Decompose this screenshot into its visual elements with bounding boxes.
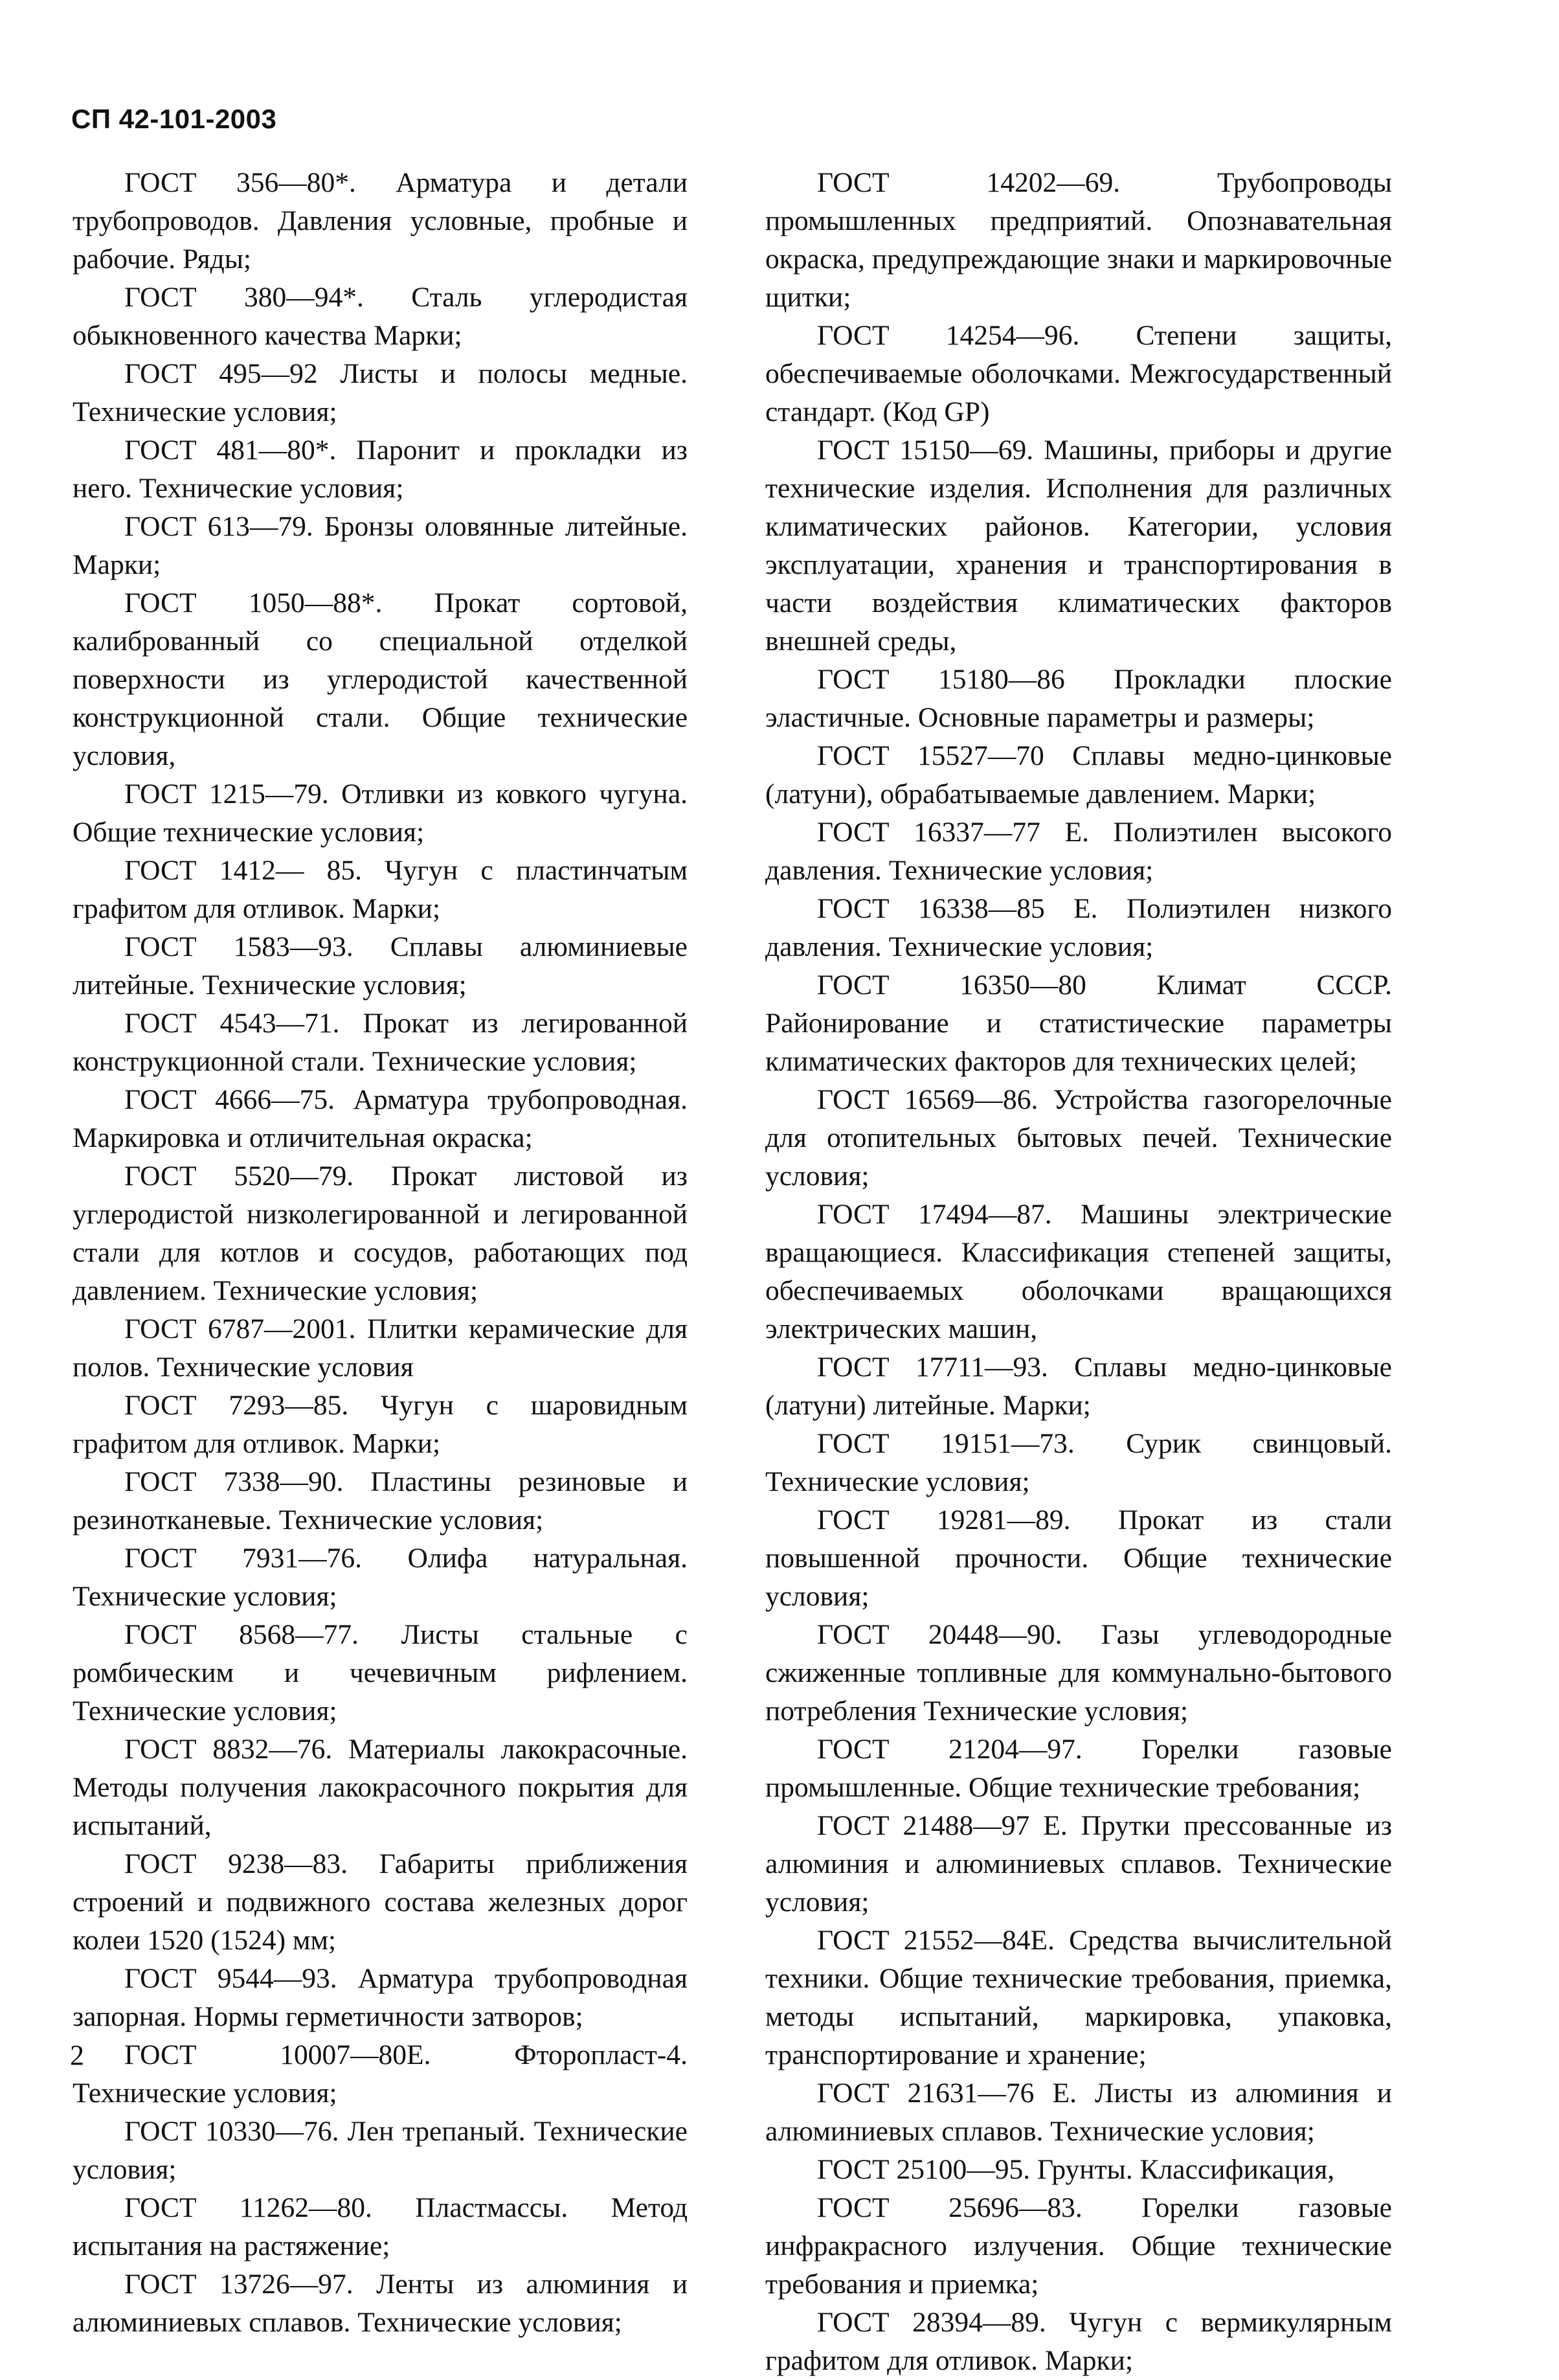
- standard-entry: ГОСТ 10330—76. Лен трепаный. Технические условия;: [73, 2116, 688, 2185]
- standard-entry: ГОСТ 28394—89. Чугун с вермикулярным графитом для отливок. Марки;: [765, 2307, 1392, 2376]
- standard-entry: ГОСТ 8832—76. Материалы лакокрасочные. Методы получения лакокрасочного покрытия для испытаний,: [73, 1734, 688, 1841]
- standard-entry: ГОСТ 25100—95. Грунты. Классификация,: [817, 2154, 1335, 2185]
- standard-entry: ГОСТ 495—92 Листы и полосы медные. Технические условия;: [73, 358, 688, 427]
- standard-entry: ГОСТ 1215—79. Отливки из ковкого чугуна. Общие технические условия;: [73, 778, 688, 848]
- standard-entry: ГОСТ 16337—77 Е. Полиэтилен высокого давления. Технические условия;: [765, 817, 1392, 886]
- standard-entry: ГОСТ 613—79. Бронзы оловянные литейные. Марки;: [73, 511, 688, 580]
- standard-entry: ГОСТ 14202—69. Трубопроводы промышленных предприятий. Опознавательная окраска, предупреждающие знаки и маркировочные щитки;: [765, 167, 1392, 313]
- standard-entry: ГОСТ 14254—96. Степени защиты, обеспечиваемые оболочками. Межгосударственный стандарт. (Код GP): [765, 320, 1392, 427]
- right-column: [765, 164, 1392, 2380]
- standard-entry: ГОСТ 21204—97. Горелки газовые промышленные. Общие технические требования;: [765, 1734, 1392, 1803]
- page-header-doc-code: СП 42-101-2003: [71, 104, 277, 134]
- standard-entry: ГОСТ 16569—86. Устройства газогорелочные для отопительных бытовых печей. Технические условия;: [765, 1084, 1392, 1192]
- standard-entry: ГОСТ 481—80*. Паронит и прокладки из него. Технические условия;: [73, 435, 688, 504]
- standard-entry: ГОСТ 7293—85. Чугун с шаровидным графитом для отливок. Марки;: [73, 1390, 688, 1459]
- standard-entry: ГОСТ 17711—93. Сплавы медно-цинковые (латуни) литейные. Марки;: [765, 1352, 1392, 1421]
- standard-entry: ГОСТ 4666—75. Арматура трубопроводная. Маркировка и отличительная окраска;: [73, 1084, 688, 1153]
- standard-entry: ГОСТ 10007—80Е. Фторопласт-4. Технические условия;: [73, 2039, 688, 2109]
- standard-entry: ГОСТ 25696—83. Горелки газовые инфракрасного излучения. Общие технические требования и приемка;: [765, 2192, 1392, 2300]
- standard-entry: ГОСТ 17494—87. Машины электрические вращающиеся. Классификация степеней защиты, обеспечиваемых оболочками вращающихся электрических машин,: [765, 1199, 1392, 1344]
- standard-entry: ГОСТ 15527—70 Сплавы медно-цинковые (латуни), обрабатываемые давлением. Марки;: [765, 740, 1392, 810]
- standard-entry: ГОСТ 19281—89. Прокат из стали повышенной прочности. Общие технические условия;: [765, 1504, 1392, 1612]
- standard-entry: ГОСТ 15180—86 Прокладки плоские эластичные. Основные параметры и размеры;: [765, 664, 1392, 733]
- standard-entry: ГОСТ 21631—76 Е. Листы из алюминия и алюминиевых сплавов. Технические условия;: [765, 2078, 1392, 2147]
- standard-entry: ГОСТ 9544—93. Арматура трубопроводная запорная. Нормы герметичности затворов;: [73, 1963, 688, 2032]
- left-column: [73, 164, 688, 2342]
- standard-entry: ГОСТ 20448—90. Газы углеводородные сжиженные топливные для коммунально-бытового потребления Технические условия;: [765, 1619, 1392, 1727]
- standard-entry: ГОСТ 7338—90. Пластины резиновые и резинотканевые. Технические условия;: [73, 1466, 688, 1536]
- standard-entry: ГОСТ 1050—88*. Прокат сортовой, калиброванный со специальной отделкой поверхности из углеродистой качественной конструкционной стали. Общие технические условия,: [73, 587, 688, 771]
- standard-entry: ГОСТ 1583—93. Сплавы алюминиевые литейные. Технические условия;: [73, 931, 688, 1001]
- standard-entry: ГОСТ 8568—77. Листы стальные с ромбическим и чечевичным рифлением. Технические условия;: [73, 1619, 688, 1727]
- standard-entry: ГОСТ 1412— 85. Чугун с пластинчатым графитом для отливок. Марки;: [73, 855, 688, 924]
- standard-entry: ГОСТ 15150—69. Машины, приборы и другие технические изделия. Исполнения для различных климатических районов. Категории, условия эксплуатации, хранения и транспортирования в части воздействия климатических факторов внешней среды,: [765, 435, 1392, 657]
- standard-entry: ГОСТ 4543—71. Прокат из легированной конструкционной стали. Технические условия;: [73, 1008, 688, 1077]
- standard-entry: ГОСТ 21552—84Е. Средства вычислительной техники. Общие технические требования, приемка, методы испытаний, маркировка, упаковка, транспортирование и хранение;: [765, 1925, 1392, 2070]
- page-number: 2: [70, 2039, 84, 2071]
- standard-entry: ГОСТ 16350—80 Климат СССР. Районирование и статистические параметры климатических факторов для технических целей;: [765, 969, 1392, 1077]
- standard-entry: ГОСТ 356—80*. Арматура и детали трубопроводов. Давления условные, пробные и рабочие. Ряды;: [73, 167, 688, 275]
- standard-entry: ГОСТ 5520—79. Прокат листовой из углеродистой низколегированной и легированной стали для котлов и сосудов, работающих под давлением. Технические условия;: [73, 1161, 688, 1306]
- standard-entry: ГОСТ 9238—83. Габариты приближения строений и подвижного состава железных дорог колеи 1520 (1524) мм;: [73, 1848, 688, 1956]
- standard-entry: ГОСТ 380—94*. Сталь углеродистая обыкновенного качества Марки;: [73, 282, 688, 351]
- standard-entry: ГОСТ 16338—85 Е. Полиэтилен низкого давления. Технические условия;: [765, 893, 1392, 962]
- standard-entry: ГОСТ 7931—76. Олифа натуральная. Технические условия;: [73, 1543, 688, 1612]
- standard-entry: ГОСТ 6787—2001. Плитки керамические для полов. Технические условия: [73, 1313, 688, 1383]
- standard-entry: ГОСТ 11262—80. Пластмассы. Метод испытания на растяжение;: [73, 2192, 688, 2261]
- standard-entry: ГОСТ 19151—73. Сурик свинцовый. Технические условия;: [765, 1428, 1392, 1497]
- standard-entry: ГОСТ 13726—97. Ленты из алюминия и алюминиевых сплавов. Технические условия;: [73, 2269, 688, 2338]
- standard-entry: ГОСТ 21488—97 Е. Прутки прессованные из алюминия и алюминиевых сплавов. Технические условия;: [765, 1810, 1392, 1918]
